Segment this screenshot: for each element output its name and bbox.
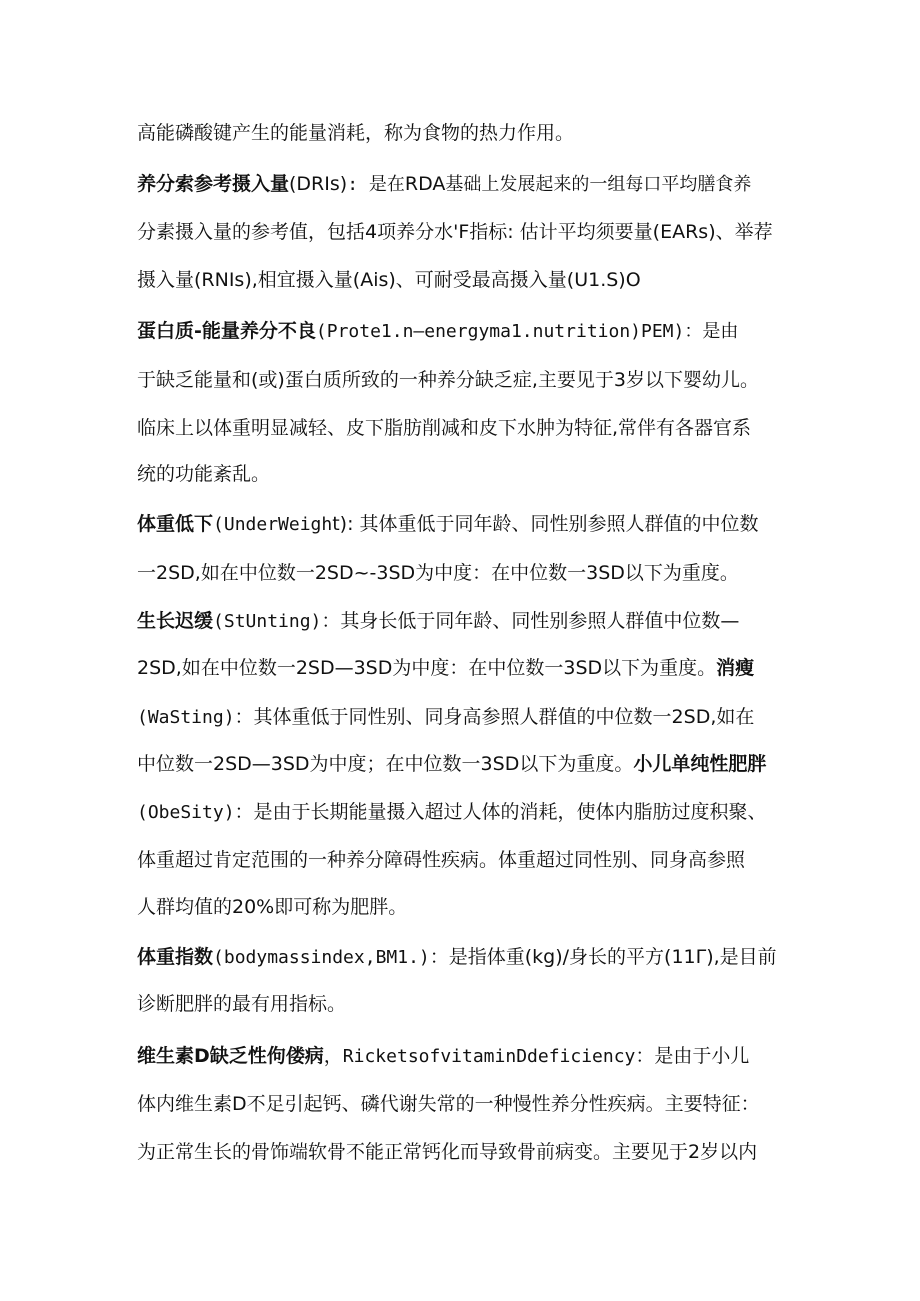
text-run: RicketsofvitaminDdeficiency	[342, 1046, 636, 1067]
term-heading: 消瘦	[716, 657, 755, 679]
text-run: 摄入量(RNIs),相宜摄入量(Ais)、可耐受最高摄入量(U1.S)O	[137, 269, 641, 291]
term-heading: 维生素D缺乏性佝偻病	[137, 1045, 324, 1067]
definition-line	[137, 1044, 793, 1069]
definition-line	[137, 512, 793, 537]
text-run: 基础上发展起来的一组每口平均膳食养	[445, 174, 752, 195]
text-run: (ObeSity)	[137, 802, 235, 823]
term-heading: 体重指数	[137, 946, 214, 968]
text-run: 人群均值的20%即可称为肥胖。	[137, 896, 408, 918]
text-run: ：是由于长期能量摄入超过人体的消耗，使体内脂肪过度积聚、	[234, 801, 767, 823]
text-line	[137, 705, 793, 730]
text-run: 体重超过肯定范围的一种养分障碍性疾病。体重超过同性别、同身高参照	[137, 849, 746, 871]
text-run: RDA	[404, 173, 446, 195]
definition-line	[137, 609, 793, 634]
text-run: 统的功能紊乱。	[137, 463, 271, 485]
text-run: (Prote1.n—energyma1.nutrition)PEM)	[315, 321, 685, 342]
text-line	[137, 462, 793, 486]
text-run: : 是在	[347, 174, 405, 195]
text-run: ：其体重低于同性别、同身高参照人群值的中位数一2SD,如在	[234, 706, 755, 728]
text-run: 临床上以体重明显减轻、皮下脂肪削减和皮下水肿为特征,常伴有各器官系	[137, 417, 752, 439]
text-line	[137, 752, 793, 776]
text-run: 一2SD,如在中位数一2SD~-3SD为中度：在中位数一3SD以下为重度。	[137, 562, 739, 584]
term-heading: 养分索参考摄入量	[137, 173, 290, 195]
text-run: (bodymassindex,BM1.)	[213, 947, 430, 968]
text-run: 2SD,如在中位数一2SD—3SD为中度：在中位数一3SD以下为重度。	[137, 657, 717, 679]
text-line	[137, 800, 793, 825]
text-line	[137, 848, 793, 872]
text-run: ：是由	[684, 321, 739, 342]
text-run: ：其身长低于同年龄、同性别参照人群值中位数—	[321, 610, 740, 632]
text-run: (StUnting)	[213, 611, 322, 632]
text-line	[137, 268, 793, 292]
definition-line	[137, 172, 793, 197]
text-run: ：是指体重(kg)/身长的平方(11Γ),是目前	[429, 946, 777, 968]
text-run: (WaSting)	[137, 707, 235, 728]
text-run: 中位数一2SD—3SD为中度；在中位数一3SD以下为重度。	[137, 753, 634, 775]
text-run: 为正常生长的骨饰端软骨不能正常钙化而导致骨前病变。主要见于2岁以内	[137, 1141, 758, 1163]
text-run: ，	[323, 1045, 343, 1067]
definition-line	[137, 319, 793, 344]
text-run: (UnderWeigh	[213, 514, 333, 535]
text-line	[137, 368, 793, 392]
text-run: ：是由于小儿	[635, 1045, 750, 1067]
text-line	[137, 416, 793, 440]
term-heading: 生长迟缓	[137, 610, 214, 632]
text-run: (DRIs)	[289, 173, 348, 195]
text-run: 体内维生素D不足引起钙、磷代谢失常的一种慢性养分性疾病。主要特征：	[137, 1093, 760, 1115]
term-heading: 蛋白质-能量养分不良	[137, 320, 316, 342]
text-line	[137, 121, 793, 145]
definition-line	[137, 945, 793, 970]
term-heading: 体重低下	[137, 513, 214, 535]
text-line	[137, 1092, 793, 1116]
text-run: 分素摄入量的参考值，包括4项养分水'F指标: 估计平均须要量(EARs)、举荐	[137, 221, 773, 243]
text-run: 诊断肥胖的最有用指标。	[137, 993, 347, 1015]
text-line	[137, 895, 793, 919]
term-heading: 小儿单纯性肥胖	[633, 753, 767, 775]
text-line	[137, 992, 793, 1016]
text-line	[137, 1140, 793, 1164]
text-line	[137, 561, 793, 585]
text-run: 于缺乏能量和(或)蛋白质所致的一种养分缺乏症,主要见于3岁以下婴幼儿。	[137, 369, 759, 391]
text-run: t): 其体重低于同年龄、同性别参照人群值的中位数	[332, 513, 759, 535]
text-line	[137, 656, 793, 680]
text-run: 高能磷酸键产生的能量消耗，称为食物的热力作用。	[137, 122, 575, 144]
text-line	[137, 220, 793, 244]
